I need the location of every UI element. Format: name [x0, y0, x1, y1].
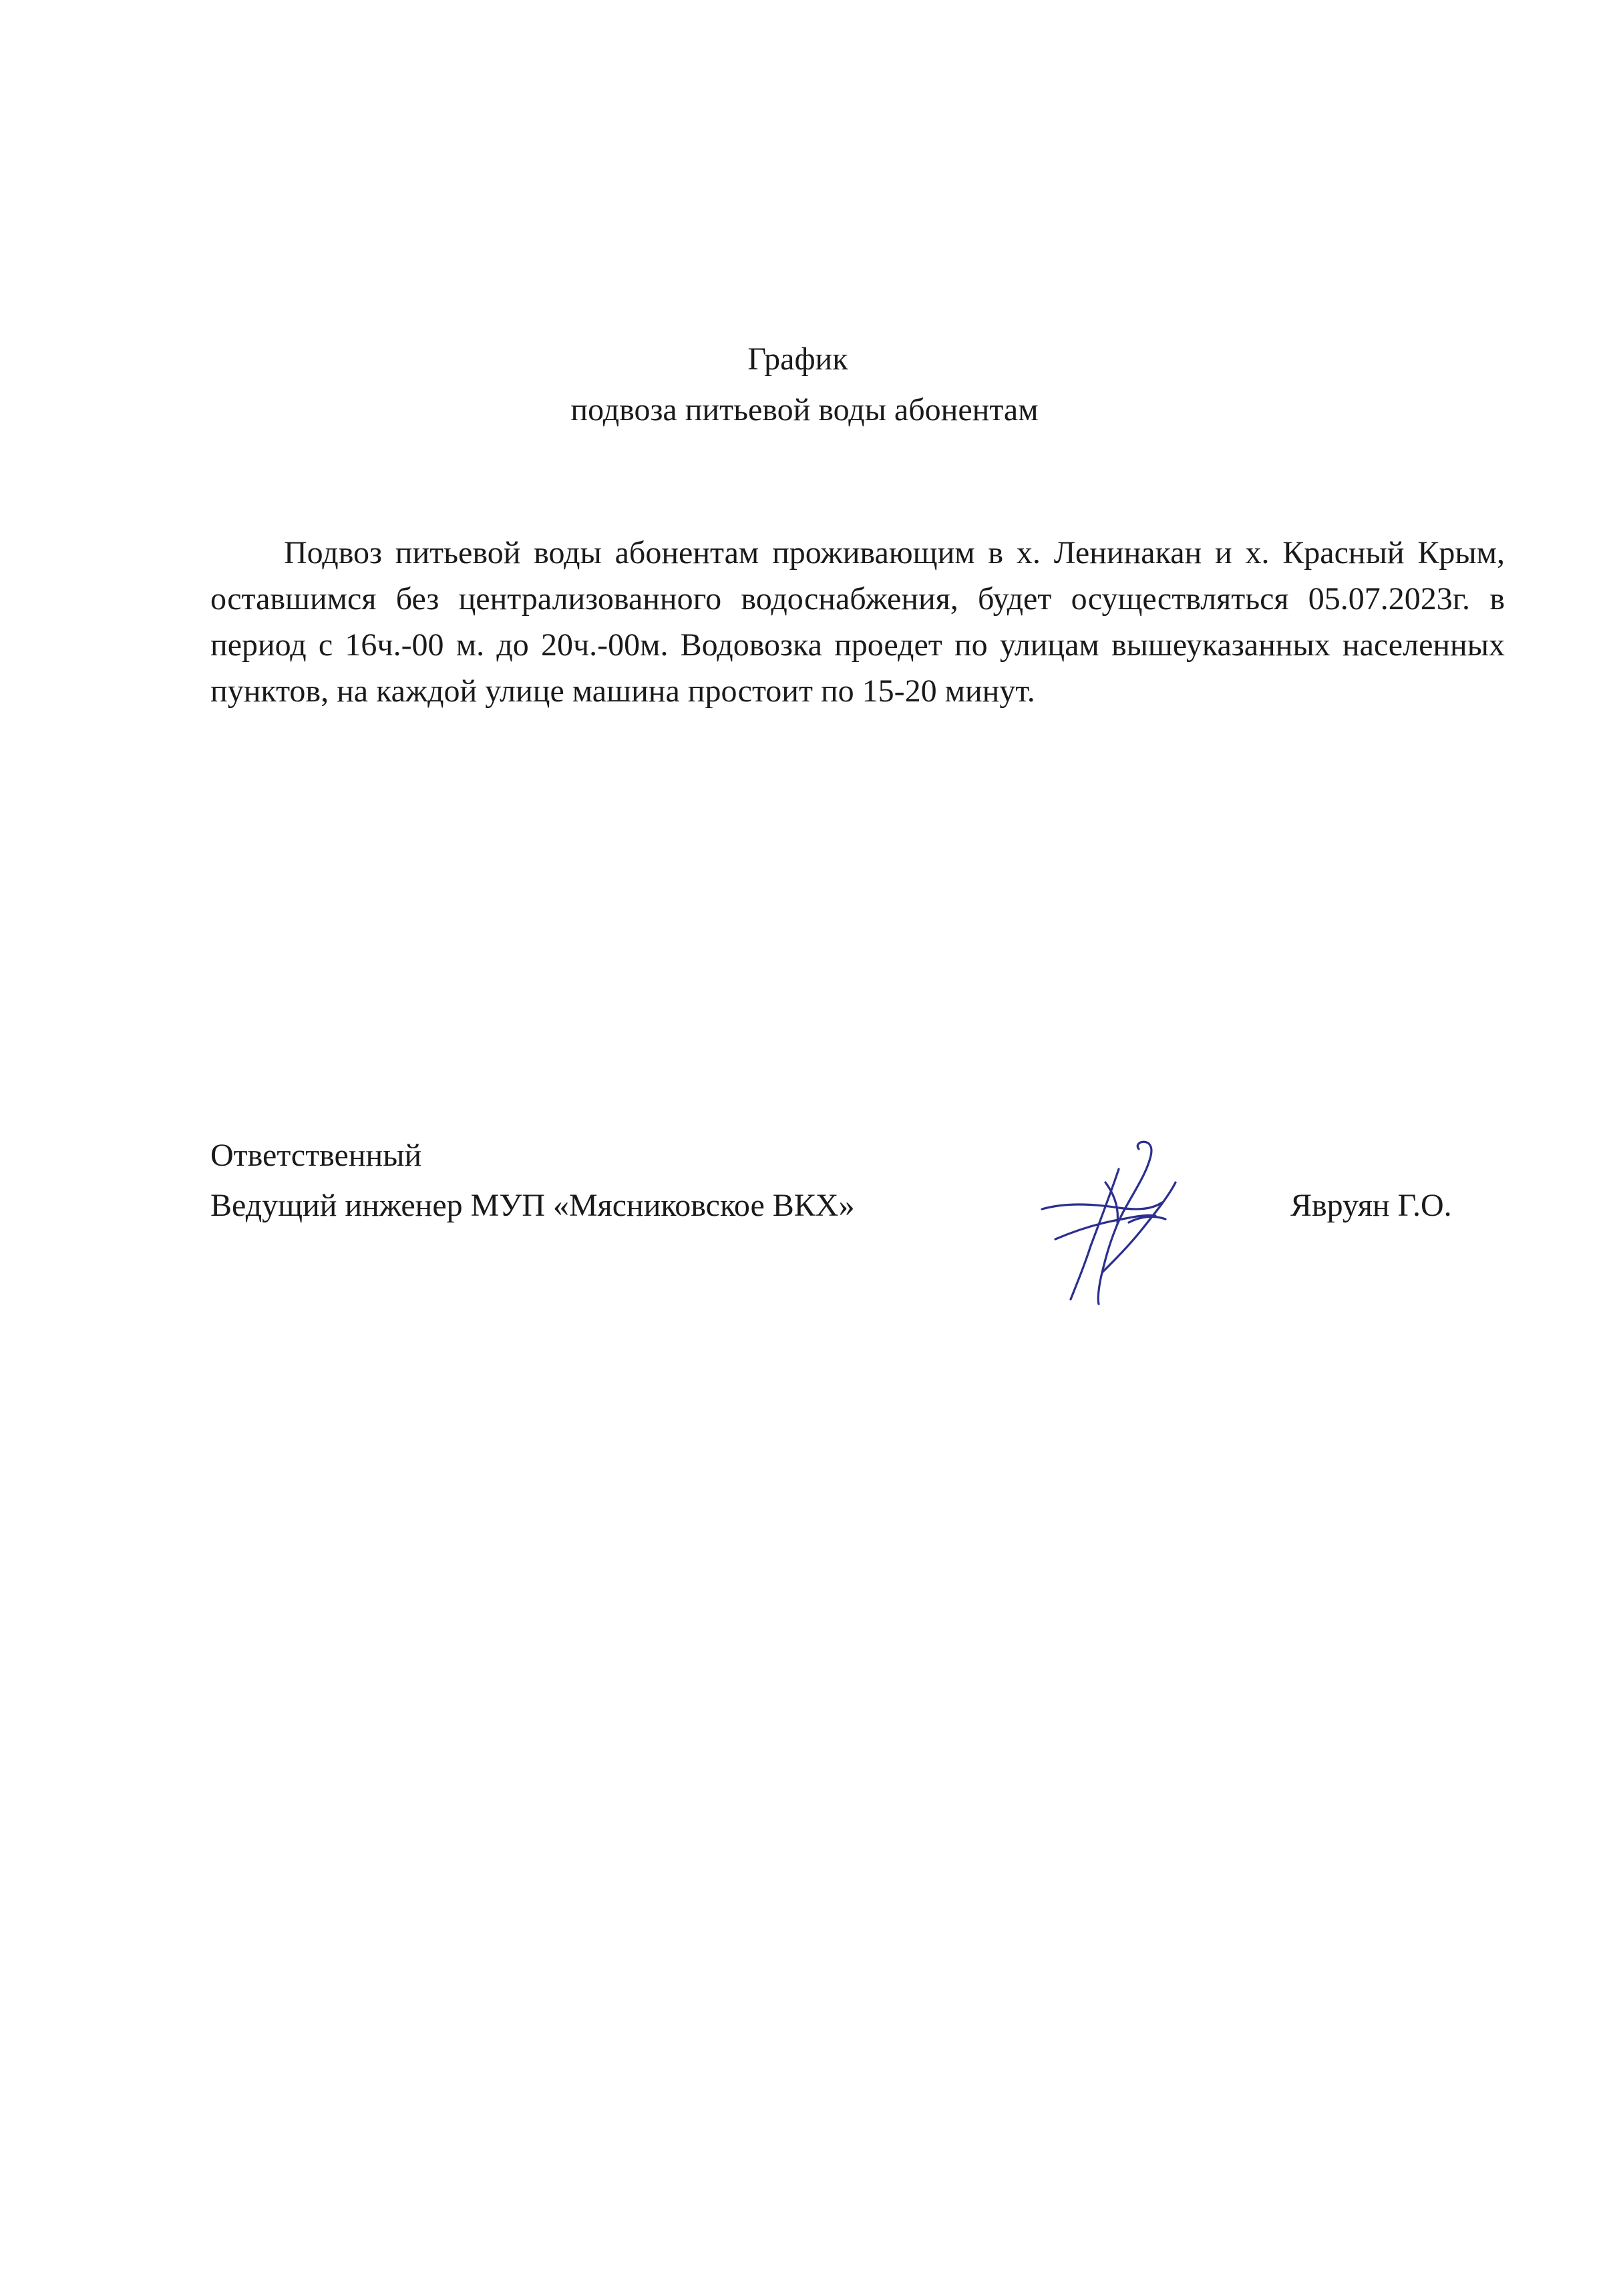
signatory-name: Явруян Г.О. [1290, 1188, 1452, 1223]
handwritten-signature [1039, 1129, 1192, 1309]
main-paragraph: Подвоз питьевой воды абонентам проживающим в х. Ленинакан и х. Красный Крым, оставшимся без централизованного водоснабжения, будет осуществляться 05.07.2023г. в период с 16ч.-00 м. до 20ч.-00м. Водовозка проедет по улицам вышеуказанных населенных пунктов, на каждой улице машина простоит по 15-20 минут. [210, 535, 1505, 709]
position-title: Ведущий инженер МУП «Мясниковское ВКХ» [210, 1188, 855, 1223]
document-header [0, 334, 1609, 436]
responsible-label: Ответственный [210, 1138, 422, 1173]
document-title: График [747, 341, 848, 377]
document-subtitle: подвоза питьевой воды абонентам [570, 392, 1039, 428]
